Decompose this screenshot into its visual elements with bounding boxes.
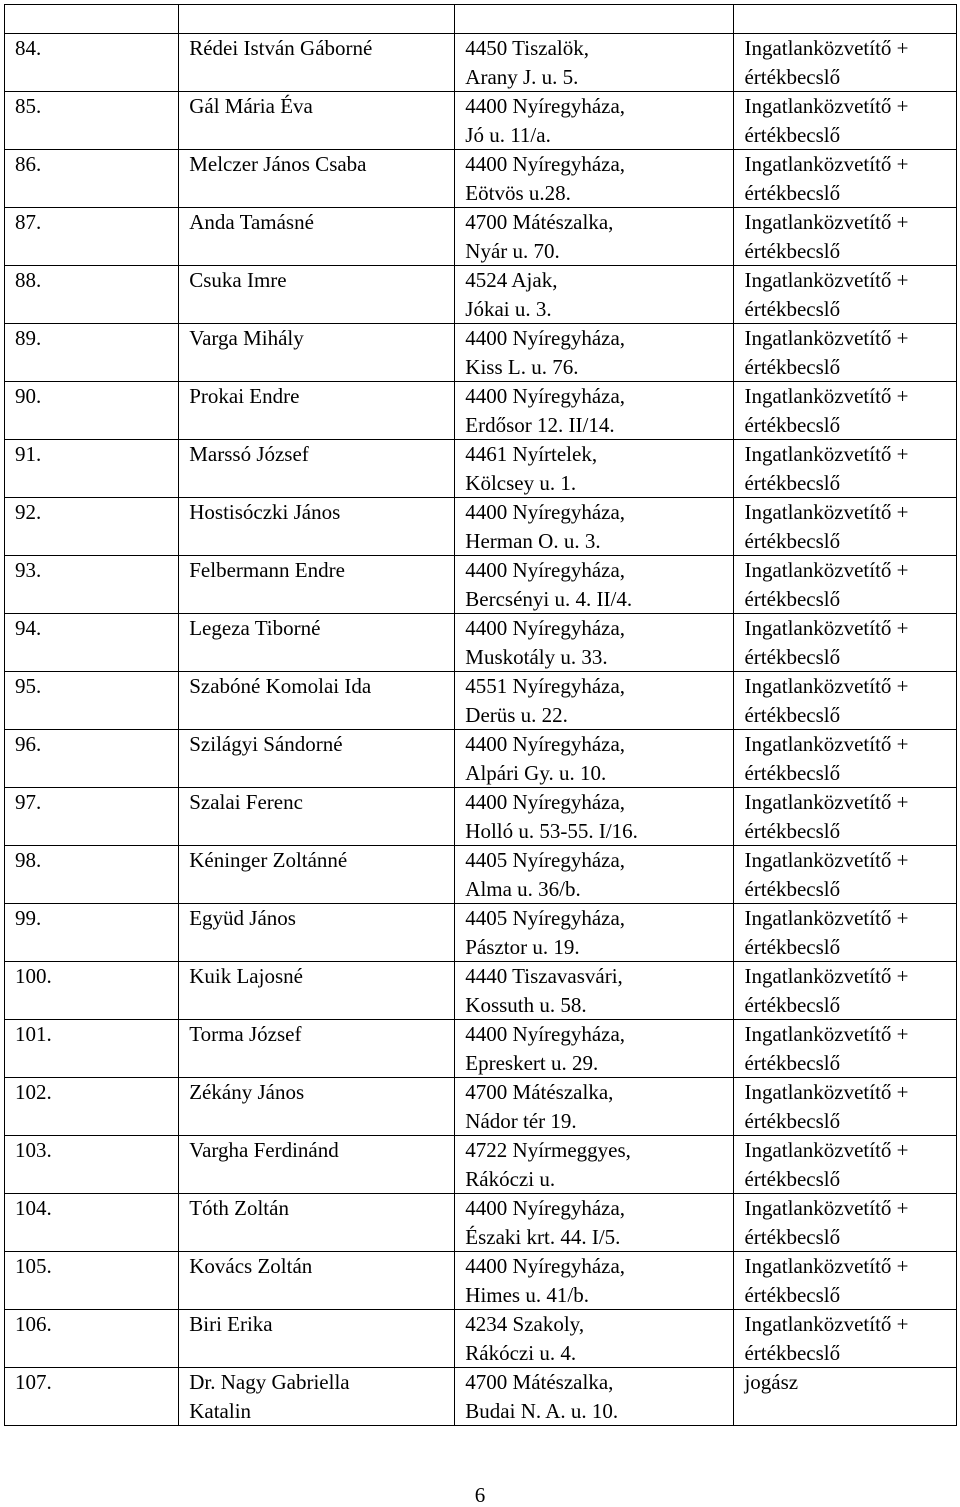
entry-role-line: értékbecslő [744,180,841,205]
entry-name-line: Szalai Ferenc [189,790,303,814]
table-header-row [5,5,957,34]
entry-role-line: értékbecslő [744,238,841,263]
entry-address-street: Rákóczi u. [465,1166,556,1191]
entry-address [455,1310,734,1368]
entry-role-line: Ingatlanközvetítő + [744,1022,909,1046]
entry-role [734,962,957,1020]
entry-address [455,962,734,1020]
entry-name [179,1078,455,1136]
table-row [5,788,957,846]
entry-name-line: Biri Erika [189,1312,273,1336]
entry-name [179,34,455,92]
entry-name [179,730,455,788]
entry-address [455,208,734,266]
entry-address-street: Arany J. u. 5. [465,64,579,89]
entry-role-line: értékbecslő [744,586,841,611]
entry-role-line: Ingatlanközvetítő + [744,790,909,814]
entry-address [455,498,734,556]
entry-address-street: Nádor tér 19. [465,1108,577,1133]
entry-address-street: Északi krt. 44. I/5. [465,1224,621,1249]
entry-name-line: Kéninger Zoltánné [189,848,348,872]
entry-address-city: 4461 Nyírtelek, [465,442,598,466]
table-row [5,150,957,208]
entry-role-line: Ingatlanközvetítő + [744,210,909,234]
entry-number [5,1078,179,1136]
entry-role [734,440,957,498]
entry-name-line: Prokai Endre [189,384,300,408]
entry-name [179,498,455,556]
entry-name [179,150,455,208]
table-row [5,1020,957,1078]
entry-number-text: 86. [15,152,42,176]
entry-number-text: 102. [15,1080,52,1104]
entry-address-street: Holló u. 53-55. I/16. [465,818,638,843]
entry-role [734,846,957,904]
entry-name [179,962,455,1020]
table-row [5,1078,957,1136]
entry-number [5,904,179,962]
entry-address-street: Epreskert u. 29. [465,1050,599,1075]
entry-name [179,1194,455,1252]
entry-number [5,324,179,382]
entry-name [179,92,455,150]
entry-address [455,788,734,846]
entry-name-line: Dr. Nagy Gabriella [189,1370,350,1394]
entry-address-street: Kossuth u. 58. [465,992,587,1017]
entry-address-city: 4524 Ajak, [465,268,558,292]
entry-name [179,1368,455,1426]
entry-number [5,382,179,440]
entry-address [455,1020,734,1078]
entry-number-text: 89. [15,326,42,350]
entry-number [5,92,179,150]
entry-address-city: 4700 Mátészalka, [465,1080,614,1104]
entry-role [734,1136,957,1194]
entry-address-city: 4700 Mátészalka, [465,210,614,234]
entry-address-street: Kiss L. u. 76. [465,354,579,379]
entry-role-line: Ingatlanközvetítő + [744,616,909,640]
entry-address-street: Kölcsey u. 1. [465,470,577,495]
entry-role-line: Ingatlanközvetítő + [744,848,909,872]
entry-role-line: Ingatlanközvetítő + [744,1196,909,1220]
entry-number-text: 101. [15,1022,52,1046]
entry-role [734,498,957,556]
entry-role-line: értékbecslő [744,702,841,727]
entry-address-street: Derüs u. 22. [465,702,568,727]
entry-number [5,846,179,904]
entry-address-street: Rákóczi u. 4. [465,1340,577,1365]
entry-role [734,614,957,672]
entry-role-line: jogász [744,1370,799,1394]
entry-address [455,150,734,208]
entry-role-line: értékbecslő [744,1108,841,1133]
entry-role [734,556,957,614]
entry-name-line: Vargha Ferdinánd [189,1138,339,1162]
entry-role [734,150,957,208]
entry-number [5,672,179,730]
entry-role-line: Ingatlanközvetítő + [744,384,909,408]
entry-number [5,556,179,614]
entry-address-street: Pásztor u. 19. [465,934,580,959]
entry-address-city: 4440 Tiszavasvári, [465,964,623,988]
entry-role-line: Ingatlanközvetítő + [744,268,909,292]
entry-address [455,1368,734,1426]
entry-name-line: Varga Mihály [189,326,304,350]
entry-role-line: értékbecslő [744,122,841,147]
entry-role [734,904,957,962]
entry-number-text: 90. [15,384,42,408]
entry-number [5,788,179,846]
entry-number [5,440,179,498]
entry-role [734,382,957,440]
entry-role-line: Ingatlanközvetítő + [744,558,909,582]
table-row [5,34,957,92]
entry-name-line: Szabóné Komolai Ida [189,674,372,698]
entry-role [734,1020,957,1078]
entry-name-line: Anda Tamásné [189,210,314,234]
entry-role-line: értékbecslő [744,992,841,1017]
entry-name [179,382,455,440]
entry-name-line: Tóth Zoltán [189,1196,289,1220]
entry-address-city: 4400 Nyíregyháza, [465,558,626,582]
entry-name [179,904,455,962]
entry-number [5,34,179,92]
entry-address [455,1252,734,1310]
entry-role [734,34,957,92]
entry-number-text: 107. [15,1370,52,1394]
entry-name-line: Kovács Zoltán [189,1254,313,1278]
entry-role [734,208,957,266]
entry-role-line: értékbecslő [744,818,841,843]
entry-role-line: értékbecslő [744,934,841,959]
entry-role-line: Ingatlanközvetítő + [744,1254,909,1278]
entry-role-line: Ingatlanközvetítő + [744,1080,909,1104]
entry-role-line: Ingatlanközvetítő + [744,36,909,60]
entry-name [179,1020,455,1078]
entry-number [5,1136,179,1194]
table-row [5,846,957,904]
entry-role-line: Ingatlanközvetítő + [744,94,909,118]
entry-address [455,1078,734,1136]
entry-number [5,1368,179,1426]
entry-name-line: Rédei István Gáborné [189,36,373,60]
entry-name [179,440,455,498]
entry-name [179,1310,455,1368]
entry-name [179,672,455,730]
entry-address-city: 4400 Nyíregyháza, [465,152,626,176]
entry-address [455,1136,734,1194]
entry-number-text: 96. [15,732,42,756]
entry-name [179,788,455,846]
entry-role-line: értékbecslő [744,528,841,553]
entry-number-text: 106. [15,1312,52,1336]
entry-address-street: Alma u. 36/b. [465,876,581,901]
entry-number-text: 104. [15,1196,52,1220]
entry-name [179,614,455,672]
table-row [5,1368,957,1426]
entry-number-text: 88. [15,268,42,292]
entry-name-line: Torma József [189,1022,302,1046]
entry-name [179,1136,455,1194]
table-row [5,1194,957,1252]
header-cell-number [5,5,179,34]
entry-address [455,1194,734,1252]
entry-role-line: Ingatlanközvetítő + [744,732,909,756]
entry-number-text: 97. [15,790,42,814]
entry-address-street: Budai N. A. u. 10. [465,1398,619,1423]
entry-role-line: Ingatlanközvetítő + [744,326,909,350]
entry-name-line: Együd János [189,906,296,930]
entry-number [5,614,179,672]
entry-address-street: Jó u. 11/a. [465,122,551,147]
entry-address-city: 4405 Nyíregyháza, [465,848,626,872]
entry-name [179,556,455,614]
entry-address-city: 4400 Nyíregyháza, [465,326,626,350]
entry-address-city: 4400 Nyíregyháza, [465,790,626,814]
entry-address-street: Bercsényi u. 4. II/4. [465,586,633,611]
entry-role-line: értékbecslő [744,354,841,379]
entry-number [5,962,179,1020]
entry-role-line: értékbecslő [744,760,841,785]
entry-address [455,730,734,788]
entry-name-line: Marssó József [189,442,309,466]
table-row [5,92,957,150]
entry-address [455,266,734,324]
entry-role [734,266,957,324]
entry-role-line: Ingatlanközvetítő + [744,442,909,466]
entry-role-line: Ingatlanközvetítő + [744,152,909,176]
entry-address [455,904,734,962]
entry-role-line: értékbecslő [744,1340,841,1365]
entry-role-line: Ingatlanközvetítő + [744,500,909,524]
entry-name-line: Melczer János Csaba [189,152,367,176]
entry-role [734,1078,957,1136]
entry-role [734,788,957,846]
registry-table-body [5,5,957,1426]
entry-address-street: Himes u. 41/b. [465,1282,589,1307]
entry-address-street: Alpári Gy. u. 10. [465,760,607,785]
entry-role [734,92,957,150]
entry-name-line: Katalin [189,1398,252,1423]
entry-address-city: 4234 Szakoly, [465,1312,585,1336]
entry-number-text: 95. [15,674,42,698]
entry-number-text: 99. [15,906,42,930]
table-row [5,672,957,730]
entry-number-text: 92. [15,500,42,524]
entry-name [179,208,455,266]
header-cell-name [179,5,455,34]
entry-role-line: Ingatlanközvetítő + [744,906,909,930]
table-row [5,440,957,498]
entry-role-line: Ingatlanközvetítő + [744,964,909,988]
table-row [5,962,957,1020]
entry-address [455,672,734,730]
table-row [5,208,957,266]
entry-number-text: 84. [15,36,42,60]
entry-address-city: 4405 Nyíregyháza, [465,906,626,930]
entry-address-street: Erdősor 12. II/14. [465,412,615,437]
entry-address-city: 4400 Nyíregyháza, [465,1254,626,1278]
entry-address-street: Muskotály u. 33. [465,644,608,669]
entry-role-line: értékbecslő [744,64,841,89]
registry-table [4,4,957,1426]
entry-number [5,150,179,208]
entry-role [734,672,957,730]
entry-address [455,440,734,498]
entry-number-text: 103. [15,1138,52,1162]
entry-number-text: 93. [15,558,42,582]
entry-role-line: értékbecslő [744,412,841,437]
entry-address-street: Nyár u. 70. [465,238,560,263]
table-row [5,266,957,324]
entry-role [734,1194,957,1252]
entry-address-city: 4450 Tiszalök, [465,36,589,60]
entry-name-line: Zékány János [189,1080,305,1104]
entry-address-city: 4400 Nyíregyháza, [465,1022,626,1046]
entry-number [5,498,179,556]
table-row [5,1310,957,1368]
entry-address [455,846,734,904]
table-row [5,730,957,788]
entry-number [5,1252,179,1310]
entry-address [455,614,734,672]
entry-role-line: értékbecslő [744,1282,841,1307]
entry-number-text: 94. [15,616,42,640]
entry-role-line: Ingatlanközvetítő + [744,1138,909,1162]
table-row [5,1136,957,1194]
entry-role-line: értékbecslő [744,470,841,495]
entry-number [5,1020,179,1078]
entry-address-city: 4700 Mátészalka, [465,1370,614,1394]
entry-address-city: 4400 Nyíregyháza, [465,94,626,118]
entry-role-line: értékbecslő [744,1224,841,1249]
entry-name-line: Hostisóczki János [189,500,341,524]
entry-role-line: Ingatlanközvetítő + [744,674,909,698]
table-row [5,614,957,672]
entry-name-line: Gál Mária Éva [189,94,313,118]
entry-name-line: Szilágyi Sándorné [189,732,343,756]
entry-role [734,324,957,382]
entry-number [5,1310,179,1368]
entry-name-line: Kuik Lajosné [189,964,303,988]
entry-role-line: Ingatlanközvetítő + [744,1312,909,1336]
header-cell-role [734,5,957,34]
entry-number-text: 98. [15,848,42,872]
entry-address [455,92,734,150]
entry-role [734,1252,957,1310]
entry-role-line: értékbecslő [744,296,841,321]
header-cell-address [455,5,734,34]
table-row [5,556,957,614]
entry-address-city: 4400 Nyíregyháza, [465,616,626,640]
table-row [5,904,957,962]
entry-address-city: 4400 Nyíregyháza, [465,500,626,524]
table-row [5,324,957,382]
entry-number [5,730,179,788]
entry-name-line: Csuka Imre [189,268,287,292]
entry-address [455,556,734,614]
table-row [5,498,957,556]
entry-role-line: értékbecslő [744,644,841,669]
entry-number [5,266,179,324]
entry-name-line: Felbermann Endre [189,558,345,582]
entry-number-text: 105. [15,1254,52,1278]
entry-number-text: 100. [15,964,52,988]
entry-address [455,382,734,440]
entry-address [455,324,734,382]
table-row [5,1252,957,1310]
entry-name [179,266,455,324]
entry-role [734,1310,957,1368]
entry-name-line: Legeza Tiborné [189,616,321,640]
entry-address-city: 4400 Nyíregyháza, [465,1196,626,1220]
entry-address-city: 4400 Nyíregyháza, [465,732,626,756]
entry-number-text: 85. [15,94,42,118]
entry-role [734,1368,957,1426]
entry-address-street: Jókai u. 3. [465,296,552,321]
entry-address-city: 4722 Nyírmeggyes, [465,1138,631,1162]
entry-address-street: Eötvös u.28. [465,180,571,205]
entry-address-city: 4400 Nyíregyháza, [465,384,626,408]
entry-number-text: 87. [15,210,42,234]
entry-role-line: értékbecslő [744,1166,841,1191]
page-number: 6 [474,1483,486,1507]
entry-number [5,1194,179,1252]
table-row [5,382,957,440]
entry-name [179,846,455,904]
entry-address [455,34,734,92]
entry-role [734,730,957,788]
entry-address-street: Herman O. u. 3. [465,528,601,553]
entry-role-line: értékbecslő [744,1050,841,1075]
entry-name [179,1252,455,1310]
entry-number [5,208,179,266]
entry-address-city: 4551 Nyíregyháza, [465,674,626,698]
entry-number-text: 91. [15,442,42,466]
entry-name [179,324,455,382]
entry-role-line: értékbecslő [744,876,841,901]
